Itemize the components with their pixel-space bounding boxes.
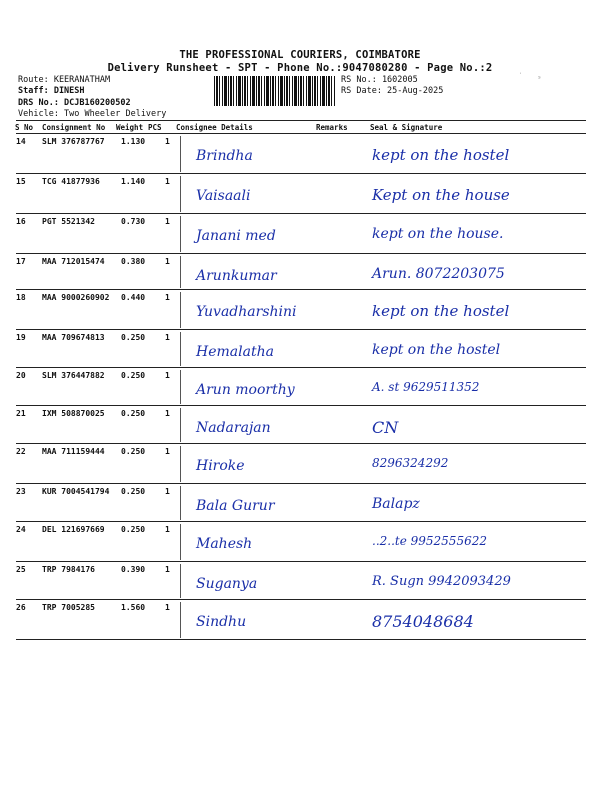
row-weight: 0.250 [121, 333, 146, 342]
row-signature-handwritten: A. st 9629511352 [372, 380, 480, 394]
row-rule [16, 443, 586, 444]
row-signature-handwritten: Kept on the house [372, 186, 510, 204]
row-consignee-handwritten: Hemalatha [196, 344, 274, 360]
row-consignee-handwritten: Sindhu [196, 614, 247, 630]
row-signature-handwritten: 8296324292 [372, 456, 449, 470]
column-divider [180, 136, 181, 172]
row-rule [16, 561, 586, 562]
row-pcs: 1 [165, 409, 170, 418]
col-pcs: PCS [148, 123, 162, 132]
rs-date: RS Date: 25-Aug-2025 [341, 86, 444, 96]
row-signature-handwritten: ..2..te 9952555622 [372, 534, 487, 548]
row-consignee-handwritten: Arunkumar [196, 268, 277, 284]
column-divider [180, 332, 181, 366]
row-weight: 0.250 [121, 447, 146, 456]
row-sno: 17 [16, 257, 26, 266]
row-pcs: 1 [165, 293, 170, 302]
column-divider [180, 524, 181, 560]
row-rule [16, 521, 586, 522]
row-rule [16, 213, 586, 214]
route-text: Route: KEERANATHAM [18, 75, 111, 85]
row-sno: 25 [16, 565, 26, 574]
row-sno: 15 [16, 177, 26, 186]
row-rule [16, 599, 586, 600]
column-divider [180, 370, 181, 404]
rs-number: RS No.: 1602005 [341, 75, 418, 85]
row-pcs: 1 [165, 177, 170, 186]
row-rule [16, 483, 586, 484]
row-consignment-no: KUR 7004541794 [42, 487, 110, 496]
column-divider [180, 446, 181, 482]
row-consignee-handwritten: Brindha [196, 148, 253, 164]
drs-number: DRS No.: DCJB160200502 [18, 98, 131, 108]
row-weight: 0.390 [121, 565, 146, 574]
row-pcs: 1 [165, 371, 170, 380]
row-rule [16, 289, 586, 290]
row-signature-handwritten: kept on the hostel [372, 342, 501, 358]
row-signature-handwritten: Balapz [372, 496, 420, 512]
stray-mark: ˢ [537, 74, 542, 83]
row-consignment-no: PGT 5521342 [42, 217, 95, 226]
column-divider [180, 408, 181, 442]
vehicle-text: Vehicle: Two Wheeler Delivery [18, 109, 167, 119]
col-consignee: Consignee Details [176, 123, 253, 132]
row-rule [16, 253, 586, 254]
row-consignment-no: TRP 7984176 [42, 565, 95, 574]
row-sno: 22 [16, 447, 26, 456]
row-signature-handwritten: kept on the hostel [372, 146, 510, 164]
row-pcs: 1 [165, 603, 170, 612]
row-pcs: 1 [165, 447, 170, 456]
row-weight: 0.250 [121, 371, 146, 380]
row-consignment-no: MAA 709674813 [42, 333, 105, 342]
row-consignment-no: TCG 41877936 [42, 177, 100, 186]
stray-mark: ˙ [518, 72, 523, 81]
row-pcs: 1 [165, 257, 170, 266]
row-rule [16, 405, 586, 406]
row-consignee-handwritten: Arun moorthy [196, 382, 295, 398]
row-weight: 0.250 [121, 409, 146, 418]
col-consignment: Consignment No [42, 123, 106, 132]
row-pcs: 1 [165, 487, 170, 496]
row-consignment-no: DEL 121697669 [42, 525, 105, 534]
row-sno: 18 [16, 293, 26, 302]
row-signature-handwritten: Arun. 8072203075 [372, 266, 505, 282]
row-sno: 23 [16, 487, 26, 496]
row-weight: 0.440 [121, 293, 146, 302]
row-rule [16, 639, 586, 640]
row-rule [16, 367, 586, 368]
row-rule [16, 329, 586, 330]
row-weight: 1.140 [121, 177, 146, 186]
row-sno: 14 [16, 137, 26, 146]
row-consignment-no: MAA 712015474 [42, 257, 105, 266]
row-signature-handwritten: kept on the hostel [372, 302, 510, 320]
column-divider [180, 602, 181, 638]
row-signature-handwritten: kept on the house. [372, 226, 504, 242]
row-consignee-handwritten: Yuvadharshini [196, 304, 297, 320]
column-divider [180, 216, 181, 252]
row-sno: 20 [16, 371, 26, 380]
col-sno: S No [15, 123, 34, 132]
table-top-rule [16, 120, 586, 121]
column-divider [180, 486, 181, 520]
row-sno: 21 [16, 409, 26, 418]
row-weight: 0.380 [121, 257, 146, 266]
col-remarks: Remarks [316, 123, 348, 132]
row-weight: 1.130 [121, 137, 146, 146]
runsheet-subtitle: Delivery Runsheet - SPT - Phone No.:9047080280 - Page No.:2 [107, 62, 493, 74]
row-weight: 0.250 [121, 525, 146, 534]
row-signature-handwritten: CN [372, 418, 399, 437]
row-pcs: 1 [165, 217, 170, 226]
column-divider [180, 292, 181, 328]
row-consignee-handwritten: Hiroke [196, 458, 245, 474]
column-divider [180, 564, 181, 598]
row-consignee-handwritten: Suganya [196, 576, 258, 592]
row-consignee-handwritten: Mahesh [196, 536, 253, 552]
row-sno: 16 [16, 217, 26, 226]
row-consignment-no: MAA 9000260902 [42, 293, 110, 302]
row-weight: 0.730 [121, 217, 146, 226]
runsheet-title: THE PROFESSIONAL COURIERS, COIMBATORE [179, 49, 421, 61]
row-weight: 0.250 [121, 487, 146, 496]
col-seal-signature: Seal & Signature [370, 123, 443, 132]
row-consignment-no: SLM 376447882 [42, 371, 105, 380]
column-divider [180, 256, 181, 288]
row-consignment-no: SLM 376787767 [42, 137, 105, 146]
row-signature-handwritten: R. Sugn 9942093429 [372, 574, 511, 589]
row-pcs: 1 [165, 137, 170, 146]
row-pcs: 1 [165, 333, 170, 342]
row-sno: 26 [16, 603, 26, 612]
row-consignee-handwritten: Bala Gurur [196, 498, 275, 514]
row-consignment-no: TRP 7005285 [42, 603, 95, 612]
row-consignee-handwritten: Nadarajan [196, 420, 271, 436]
row-consignment-no: MAA 711159444 [42, 447, 105, 456]
col-weight: Weight [116, 123, 144, 132]
row-pcs: 1 [165, 525, 170, 534]
row-signature-handwritten: 8754048684 [372, 612, 474, 631]
row-consignee-handwritten: Janani med [196, 228, 276, 244]
table-header-rule [16, 133, 586, 134]
staff-text: Staff: DINESH [18, 86, 85, 96]
row-pcs: 1 [165, 565, 170, 574]
row-rule [16, 173, 586, 174]
row-sno: 19 [16, 333, 26, 342]
barcode-image [214, 76, 336, 106]
column-divider [180, 176, 181, 212]
row-sno: 24 [16, 525, 26, 534]
row-consignee-handwritten: Vaisaali [196, 188, 251, 204]
row-consignment-no: IXM 508870025 [42, 409, 105, 418]
row-weight: 1.560 [121, 603, 146, 612]
